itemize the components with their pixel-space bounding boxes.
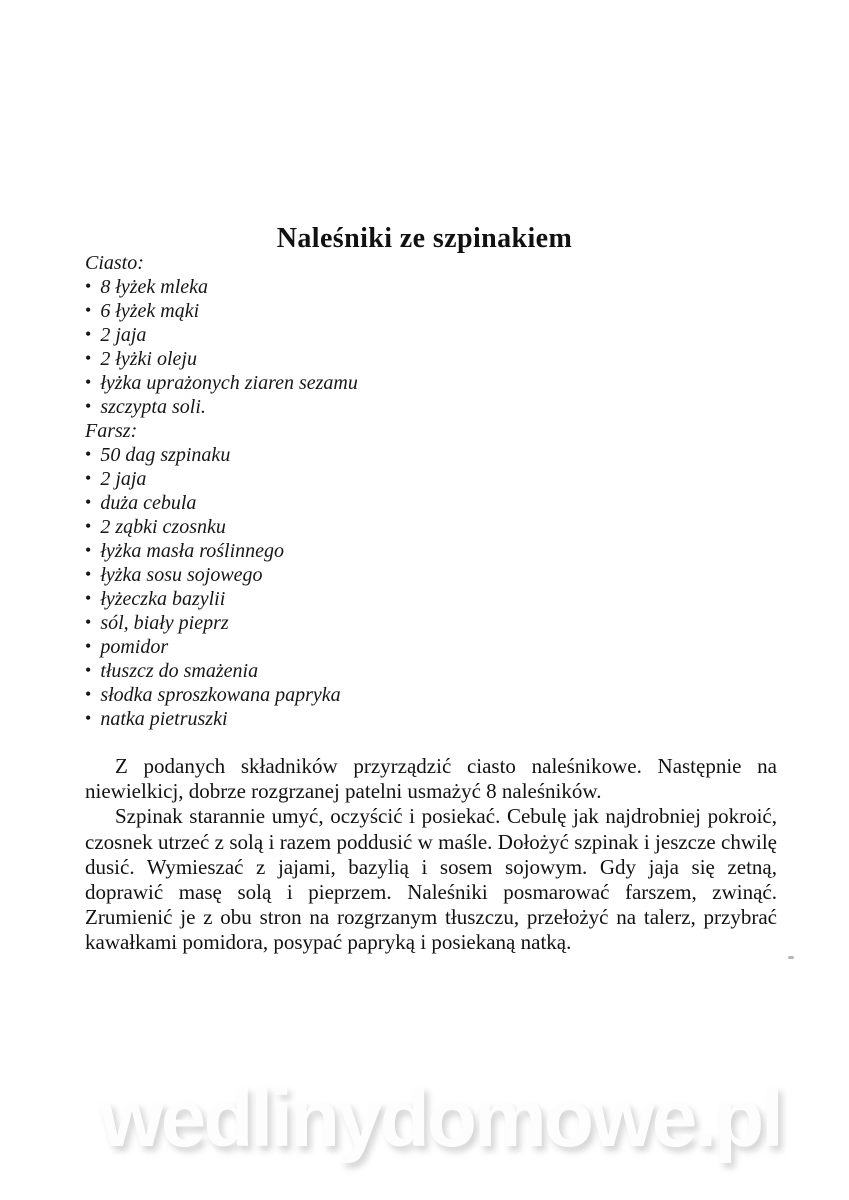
bullet-icon: •	[85, 468, 92, 488]
bullet-icon: •	[85, 372, 92, 392]
bullet-icon: •	[85, 396, 92, 416]
ingredient-text: sól, biały pieprz	[100, 612, 229, 634]
ingredient-item	[85, 299, 785, 323]
recipe-title: Naleśniki ze szpinakiem	[276, 222, 573, 254]
ingredient-item	[85, 515, 785, 539]
bullet-icon: •	[85, 612, 92, 632]
bullet-icon: •	[85, 636, 92, 656]
ingredient-item	[85, 563, 785, 587]
ingredients-block	[85, 251, 785, 731]
ingredient-text: 50 dag szpinaku	[100, 444, 231, 466]
ingredient-item	[85, 443, 785, 467]
ingredient-item	[85, 659, 785, 683]
ingredient-item	[85, 371, 785, 395]
bullet-icon: •	[85, 348, 92, 368]
ingredient-item	[85, 539, 785, 563]
bullet-icon: •	[85, 516, 92, 536]
ingredient-text: łyżka masła roślinnego	[100, 540, 285, 562]
ingredient-text: 2 jaja	[100, 468, 147, 490]
bullet-icon: •	[85, 660, 92, 680]
instructions-paragraph: Z podanych składników przyrządzić ciasto naleśnikowe. Następnie na niewielkicj, dobrze rozgrzanej patelni usmażyć 8 naleśników.	[85, 754, 777, 804]
ingredient-text: łyżka sosu sojowego	[100, 564, 263, 586]
bullet-icon: •	[85, 708, 92, 728]
farsz-ingredient-list	[85, 443, 785, 731]
ingredient-item	[85, 395, 785, 419]
ingredient-item	[85, 707, 785, 731]
watermark: wedlinydomowe.pl	[100, 1073, 781, 1164]
bullet-icon: •	[85, 540, 92, 560]
bullet-icon: •	[85, 492, 92, 512]
ingredient-item	[85, 491, 785, 515]
bullet-icon: •	[85, 444, 92, 464]
ingredient-item	[85, 347, 785, 371]
ingredient-text: tłuszcz do smażenia	[100, 660, 259, 682]
ingredient-text: łyżka uprażonych ziaren sezamu	[100, 372, 358, 394]
ingredient-item	[85, 611, 785, 635]
ingredient-item	[85, 323, 785, 347]
ciasto-ingredient-list	[85, 275, 785, 419]
ingredient-text: słodka sproszkowana papryka	[100, 684, 341, 706]
ingredient-text: 2 jaja	[100, 324, 147, 346]
bullet-icon: •	[85, 300, 92, 320]
ingredient-text: 2 ząbki czosnku	[100, 516, 226, 538]
bullet-icon: •	[85, 276, 92, 296]
scan-artifact	[788, 956, 794, 959]
section-label-farsz: Farsz:	[85, 420, 138, 442]
instructions-paragraph: Szpinak starannie umyć, oczyścić i posiekać. Cebulę jak najdrobniej pokroić, czosnek utrzeć z solą i razem poddusić w maśle. Dołożyć szpinak i jeszcze chwilę dusić. Wymieszać z jajami, bazylią i sosem sojowym. Gdy jaja się zetną, doprawić masę solą i pieprzem. Naleśniki posmarować farszem, zwinąć. Zrumienić je z obu stron na rozgrzanym tłuszczu, przełożyć na talerz, przybrać kawałkami pomidora, posypać papryką i posiekaną natką.	[85, 804, 777, 955]
ingredient-text: 8 łyżek mleka	[100, 276, 209, 298]
ingredient-text: pomidor	[100, 636, 169, 658]
ingredient-item	[85, 635, 785, 659]
ingredient-text: 6 łyżek mąki	[100, 300, 200, 322]
ingredient-text: łyżeczka bazylii	[100, 588, 226, 610]
bullet-icon: •	[85, 324, 92, 344]
section-label-ciasto: Ciasto:	[85, 252, 144, 274]
instructions-block	[85, 754, 777, 956]
ingredient-text: 2 łyżki oleju	[100, 348, 197, 370]
bullet-icon: •	[85, 684, 92, 704]
ingredient-text: duża cebula	[100, 492, 197, 514]
ingredient-text: natka pietruszki	[100, 708, 228, 730]
ingredient-item	[85, 683, 785, 707]
bullet-icon: •	[85, 564, 92, 584]
ingredient-text: szczypta soli.	[100, 396, 206, 418]
ingredient-item	[85, 275, 785, 299]
bullet-icon: •	[85, 588, 92, 608]
ingredient-item	[85, 587, 785, 611]
ingredient-item	[85, 467, 785, 491]
